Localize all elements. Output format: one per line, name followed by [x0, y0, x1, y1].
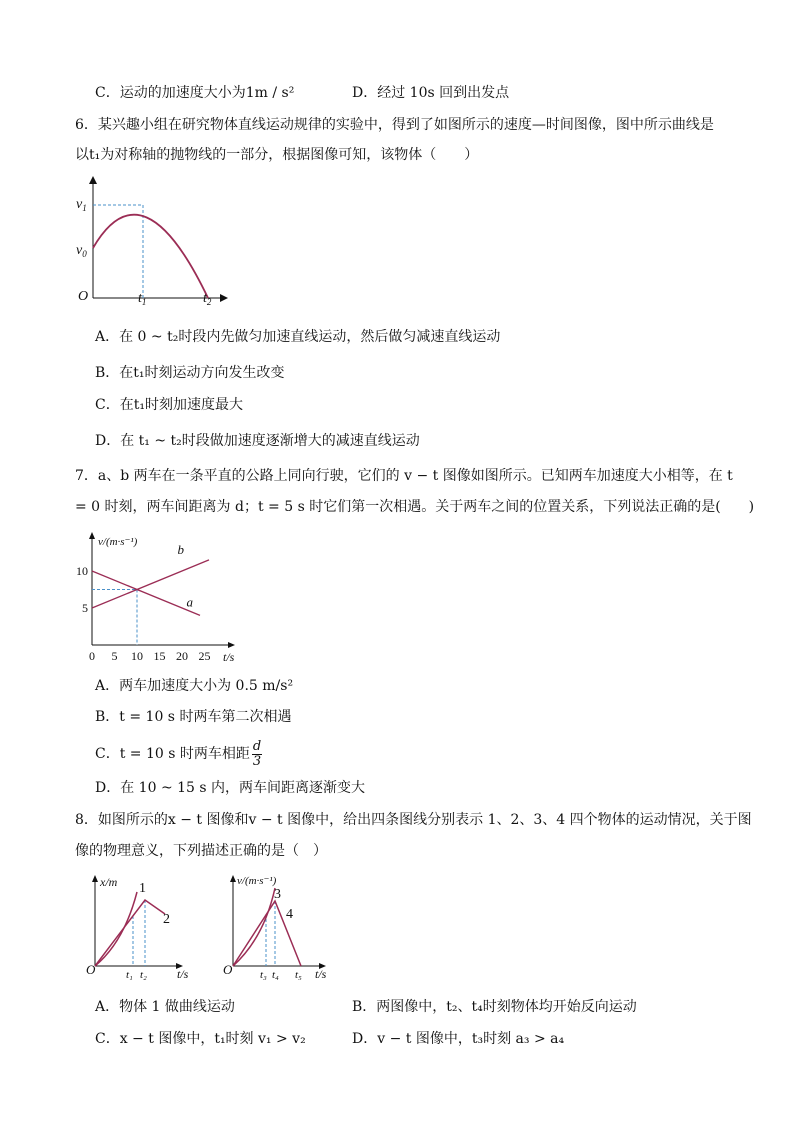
q8-xt-origin: O	[86, 962, 96, 977]
q7-xtick-0: 0	[89, 649, 95, 663]
q8-vt-y-arrow	[230, 875, 236, 882]
q7-frac-denominator: 3	[252, 753, 262, 769]
q7-option-a: A．两车加速度大小为 0.5 m/s²	[95, 678, 294, 694]
q8-vt-graph	[220, 870, 350, 980]
q6-option-b: B．在t₁时刻运动方向发生改变	[95, 365, 285, 381]
q7-xtick-5: 5	[111, 649, 118, 663]
q8-label-t3: t₃	[260, 969, 267, 981]
q6-label-v0: $v_0$	[76, 243, 87, 259]
q8-xt-xlabel: t/s	[177, 967, 189, 981]
q5-option-c: C．运动的加速度大小为1m / s²	[95, 85, 295, 101]
q8-vt-xlabel: t/s	[315, 967, 327, 981]
q7-y-arrow	[89, 532, 95, 539]
q7-series-a-label: a	[186, 594, 193, 610]
q8-option-b: B．两图像中，t₂、t₄时刻物体均开始反向运动	[352, 999, 637, 1015]
q8-label-3: 3	[274, 887, 281, 902]
q7-xtick-20: 20	[176, 649, 188, 663]
q8-label-4: 4	[286, 907, 293, 922]
q7-ylabel: v/(m·s⁻¹)	[98, 536, 138, 548]
q8-label-t2: t₂	[140, 969, 147, 981]
q7-series-a-line	[92, 571, 200, 615]
q7-option-b: B．t = 10 s 时两车第二次相遇	[95, 709, 292, 725]
q6-x-arrow	[220, 294, 228, 302]
q8-stem-line1: 8．如图所示的x − t 图像和v − t 图像中，给出四条图线分别表示 1、2、3、4 四个物体的运动情况，关于图	[75, 812, 752, 828]
q7-vt-chart	[72, 527, 247, 667]
q6-option-a: A．在 0 ~ t₂时段内先做匀加速直线运动，然后做匀减速直线运动	[95, 329, 501, 345]
q8-curve-1	[95, 892, 137, 966]
q6-option-d: D．在 t₁ ~ t₂时段做加速度逐渐增大的减速直线运动	[95, 433, 420, 449]
q8-label-2: 2	[163, 912, 170, 927]
q6-option-c: C．在t₁时刻加速度最大	[95, 397, 243, 413]
q7-xtick-25: 25	[198, 649, 211, 663]
q7-frac-numerator: d	[252, 738, 262, 754]
q8-xt-y-arrow	[92, 875, 98, 882]
q7-option-c-fraction	[252, 740, 262, 769]
q7-option-c-text: C．t = 10 s 时两车相距	[95, 746, 250, 762]
q8-label-1: 1	[139, 881, 146, 896]
q8-vt-origin: O	[223, 962, 233, 977]
q6-y-arrow	[89, 176, 97, 184]
q8-stem-line2: 像的物理意义，下列描述正确的是（ ）	[75, 843, 327, 859]
q6-stem-line1: 6．某兴趣小组在研究物体直线运动规律的实验中，得到了如图所示的速度—时间图像，图中所示曲线是	[75, 117, 714, 133]
q8-label-t5: t₅	[295, 969, 302, 981]
q7-x-arrow	[228, 642, 235, 648]
q6-stem-line2: 以t₁为对称轴的抛物线的一部分，根据图像可知，该物体（ ）	[75, 147, 479, 163]
q7-xtick-15: 15	[153, 649, 166, 663]
q8-xt-ylabel: x/m	[100, 875, 118, 889]
q8-xt-graph	[82, 870, 202, 980]
q7-stem-line2: = 0 时刻，两车间距离为 d；t = 5 s 时它们第一次相遇。关于两车之间的位置关系，下列说法正确的是( )	[75, 499, 755, 515]
q7-option-c	[95, 737, 262, 771]
q8-option-d: D．v − t 图像中，t₃时刻 a₃ > a₄	[352, 1031, 565, 1047]
q7-stem-line1: 7．a、b 两车在一条平直的公路上同向行驶，它们的 v − t 图像如图所示。已知两车加速度大小相等，在 t	[75, 468, 733, 484]
q8-label-t4: t₄	[272, 969, 279, 981]
q6-vt-graph	[70, 172, 240, 312]
q7-ytick-10: 10	[76, 564, 88, 578]
q8-vt-ylabel: v/(m·s⁻¹)	[237, 875, 277, 887]
q7-series-b-label: b	[177, 541, 184, 557]
q8-label-t1: t₁	[126, 969, 133, 981]
q6-parabola-curve	[93, 215, 208, 298]
q7-ytick-5: 5	[82, 601, 88, 615]
q6-label-t2: $t_2$	[203, 291, 212, 307]
q8-option-a: A．物体 1 做曲线运动	[95, 999, 235, 1015]
q5-option-d: D．经过 10s 回到出发点	[352, 85, 510, 101]
q6-label-t1: $t_1$	[138, 291, 147, 307]
q8-option-c: C．x − t 图像中，t₁时刻 v₁ > v₂	[95, 1031, 306, 1047]
q7-xtick-10: 10	[131, 649, 143, 663]
q8-curve-3	[233, 888, 275, 966]
q7-xlabel: t/s	[223, 650, 235, 664]
q6-label-origin: O	[78, 289, 89, 304]
q7-option-d: D．在 10 ~ 15 s 内，两车间距离逐渐变大	[95, 780, 366, 796]
q6-label-v1: $v_1$	[76, 197, 87, 213]
